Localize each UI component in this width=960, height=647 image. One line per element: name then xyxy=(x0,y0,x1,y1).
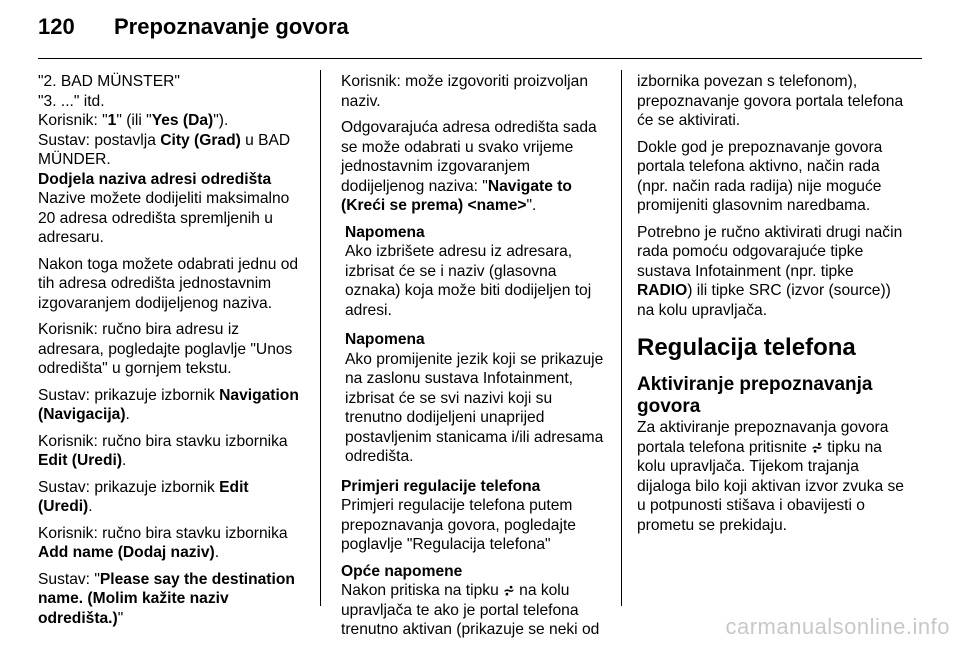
paragraph: Korisnik: "1" (ili "Yes (Da)"). xyxy=(38,112,229,129)
note-text: Ako izbrišete adresu iz adresara, izbrisat će se i naziv (glasovna oznaka) koja može biti dodijeljen toj adresi. xyxy=(345,243,592,319)
note-box xyxy=(341,223,609,321)
note-title: Napomena xyxy=(345,223,425,241)
chapter-title: Prepoznavanje govora xyxy=(114,14,349,39)
steering-phone-icon: ⩫ xyxy=(811,438,823,455)
chapter-heading: Regulacija telefona xyxy=(637,334,856,361)
column-3 xyxy=(637,72,905,542)
paragraph: Sustav: prikazuje izbornik Edit (Uredi). xyxy=(38,478,249,515)
paragraph: Za aktiviranje prepoznavanja govora portala telefona pritisnite ⩫ tipku na kolu upravljača. Tijekom trajanja dijaloga bilo koji aktivan izvor zvuka se u potpunosti stišava i obavijesti o prometu se prekidaju. xyxy=(637,419,904,534)
paragraph: Nakon toga možete odabrati jednu od tih adresa odredišta jednostavnim izgovaranjem dodijeljenog naziva. xyxy=(38,255,299,312)
subsection-heading: Aktiviranje prepoznavanja govora xyxy=(637,374,873,417)
watermark: carmanualsonline.info xyxy=(725,614,950,639)
section-heading: Primjeri regulacije telefona xyxy=(341,477,541,495)
header-divider xyxy=(38,58,922,59)
paragraph: Korisnik: može izgovoriti proizvoljan naziv. xyxy=(341,73,588,110)
note-box xyxy=(341,330,609,467)
paragraph: Sustav: prikazuje izbornik Navigation (Navigacija). xyxy=(38,386,299,423)
column-1 xyxy=(38,72,306,635)
column-2 xyxy=(341,72,609,647)
paragraph: Korisnik: ručno bira adresu iz adresara, pogledajte poglavlje "Unos odredišta" u gornjem tekstu. xyxy=(38,321,293,377)
paragraph: Sustav: postavlja City (Grad) u BAD MÜNDER. xyxy=(38,131,291,168)
section-heading: Dodjela naziva adresi odredišta xyxy=(38,170,272,188)
paragraph: Odgovarajuća adresa odredišta sada se može odabrati u svako vrijeme jednostavnim izgovaranjem dodijeljenog naziva: "Navigate to (Kreći se prema) <name>". xyxy=(341,119,597,214)
paragraph: Primjeri regulacije telefona putem prepoznavanja govora, pogledajte poglavlje "Regulacija telefona" xyxy=(341,497,576,553)
note-text: Ako promijenite jezik koji se prikazuje na zaslonu sustava Infotainment, izbrisat će se svi nazivi koji su trenutno dodijeljeni unaprijed postavljenim stanicama i/ili adresama odredišta. xyxy=(345,350,604,465)
paragraph: Korisnik: ručno bira stavku izbornika Edit (Uredi). xyxy=(38,432,288,469)
paragraph: Nakon pritiska na tipku ⩫ na kolu upravljača te ako je portal telefona trenutno aktivan (prikazuje se neki od xyxy=(341,582,600,638)
paragraph: Dokle god je prepoznavanje govora portala telefona aktivno, način rada (npr. način rada radija) nije moguće promijeniti glasovnim naredbama. xyxy=(637,138,883,214)
paragraph: izbornika povezan s telefonom), prepoznavanje govora portala telefona će se aktivirati. xyxy=(637,73,904,129)
paragraph: Sustav: "Please say the destination name. (Molim kažite naziv odredišta.)" xyxy=(38,570,295,627)
note-title: Napomena xyxy=(345,331,425,348)
list-item: "2. BAD MÜNSTER" xyxy=(38,73,180,90)
paragraph: Potrebno je ručno aktivirati drugi način rada pomoću odgovarajuće tipke sustava Infotainment (npr. tipke RADIO) ili tipke SRC (izvor (source)) na kolu upravljača. xyxy=(637,223,903,319)
steering-phone-icon: ⩫ xyxy=(503,582,515,598)
page-header xyxy=(38,14,922,54)
paragraph: Nazive možete dodijeliti maksimalno 20 adresa odredišta spremljenih u adresaru. xyxy=(38,190,290,246)
section-heading: Opće napomene xyxy=(341,562,463,580)
list-item: "3. ..." itd. xyxy=(38,92,105,110)
page-number: 120 xyxy=(38,14,75,39)
paragraph: Korisnik: ručno bira stavku izbornika Add name (Dodaj naziv). xyxy=(38,524,288,561)
column-divider xyxy=(621,70,622,606)
column-divider xyxy=(320,70,321,606)
